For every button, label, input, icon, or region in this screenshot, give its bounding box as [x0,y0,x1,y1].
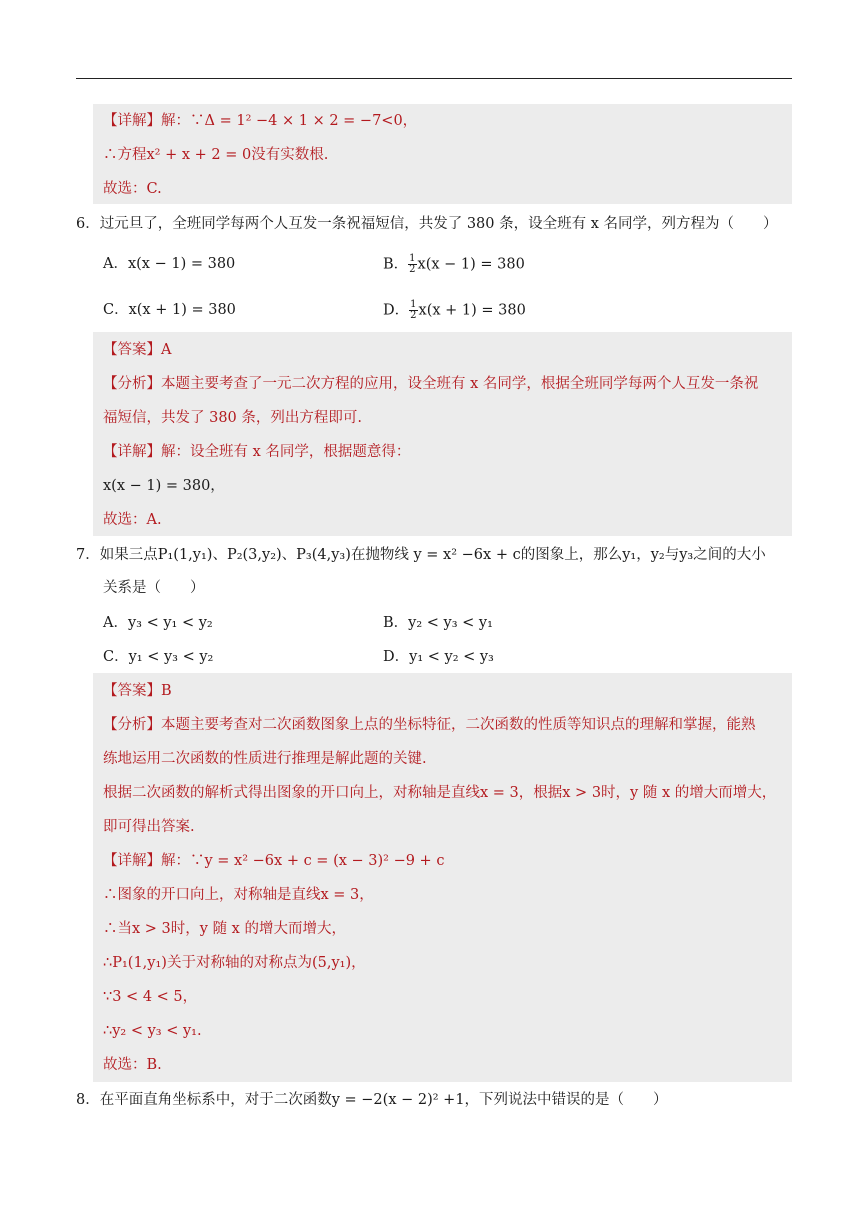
q6-option-d-expr: x(x + 1) = 380 [418,302,526,319]
q6-option-d-label: D． [383,302,410,319]
q7-choose: 故选：B. [103,1057,162,1073]
q7-detail-line4: ∴P₁(1,y₁)关于对称轴的对称点为(5,y₁)， [103,955,366,971]
q7-analysis-line3: 根据二次函数的解析式得出图象的开口向上，对称轴是直线x = 3，根据x > 3时，y 随 x 的增大而增大， [103,785,777,801]
q7-detail-line5: ∵3 < 4 < 5， [103,989,198,1005]
q6-detail-line2: x(x − 1) = 380， [103,478,225,494]
q6-option-d-frac-den: 2 [410,310,417,321]
q7-option-d: D．y₁ < y₂ < y₃ [383,649,494,665]
q7-detail-line6: ∴y₂ < y₃ < y₁. [103,1023,202,1039]
q6-option-b-label: B． [383,256,409,273]
q6-stem: 6．过元旦了，全班同学每两个人互发一条祝福短信，共发了 380 条，设全班有 x 名同学，列方程为（ ） [76,216,778,232]
q6-option-b-expr: x(x − 1) = 380 [417,256,525,273]
q6-detail-line1: 【详解】解：设全班有 x 名同学，根据题意得： [103,444,411,460]
q6-analysis-line1: 【分析】本题主要考查了一元二次方程的应用，设全班有 x 名同学，根据全班同学每两个人互发一条祝 [103,376,759,392]
q7-option-b: B．y₂ < y₃ < y₁ [383,615,493,631]
q7-analysis-line2: 练地运用二次函数的性质进行推理是解此题的关键. [103,751,427,767]
q5-detail-line1: 【详解】解：∵Δ = 1² −4 × 1 × 2 = −7<0， [103,113,418,129]
q7-stem-line1: 7．如果三点P₁(1,y₁)、P₂(3,y₂)、P₃(4,y₃)在抛物线 y = x² −6x + c的图象上，那么y₁，y₂与y₃之间的大小 [76,547,766,563]
q7-analysis-line1: 【分析】本题主要考查对二次函数图象上点的坐标特征，二次函数的性质等知识点的理解和掌握，能熟 [103,717,756,733]
q6-option-b-frac-den: 2 [409,264,416,275]
q6-option-d-fraction [409,300,417,321]
q6-option-d [383,300,526,321]
q6-option-b-frac-num: 1 [409,253,416,264]
q6-option-c: C．x(x + 1) = 380 [103,302,236,318]
q6-solution-box [93,332,792,536]
q7-analysis-line4: 即可得出答案. [103,819,195,835]
q7-answer: 【答案】B [103,683,172,699]
q6-analysis-line2: 福短信，共发了 380 条，列出方程即可. [103,410,363,426]
q6-choose: 故选：A. [103,512,162,528]
q5-detail-line2: ∴方程x² + x + 2 = 0没有实数根. [103,147,329,163]
q5-choose: 故选：C. [103,181,162,197]
q7-detail-line1: 【详解】解：∵y = x² −6x + c = (x − 3)² −9 + c [103,853,445,869]
q6-option-a: A．x(x − 1) = 380 [103,256,236,272]
q6-option-b [383,254,525,275]
q7-option-c: C．y₁ < y₃ < y₂ [103,649,214,665]
q8-stem: 8．在平面直角坐标系中，对于二次函数y = −2(x − 2)² +1，下列说法中错误的是（ ） [76,1092,668,1108]
q6-option-b-fraction [408,254,416,275]
header-rule [76,78,792,79]
q6-option-d-frac-num: 1 [410,299,417,310]
q7-option-a: A．y₃ < y₁ < y₂ [103,615,213,631]
q6-answer: 【答案】A [103,342,172,358]
q7-detail-line2: ∴图象的开口向上，对称轴是直线x = 3， [103,887,374,903]
q7-stem-line2: 关系是（ ） [103,580,205,596]
q7-detail-line3: ∴当x > 3时，y 随 x 的增大而增大， [103,921,346,937]
